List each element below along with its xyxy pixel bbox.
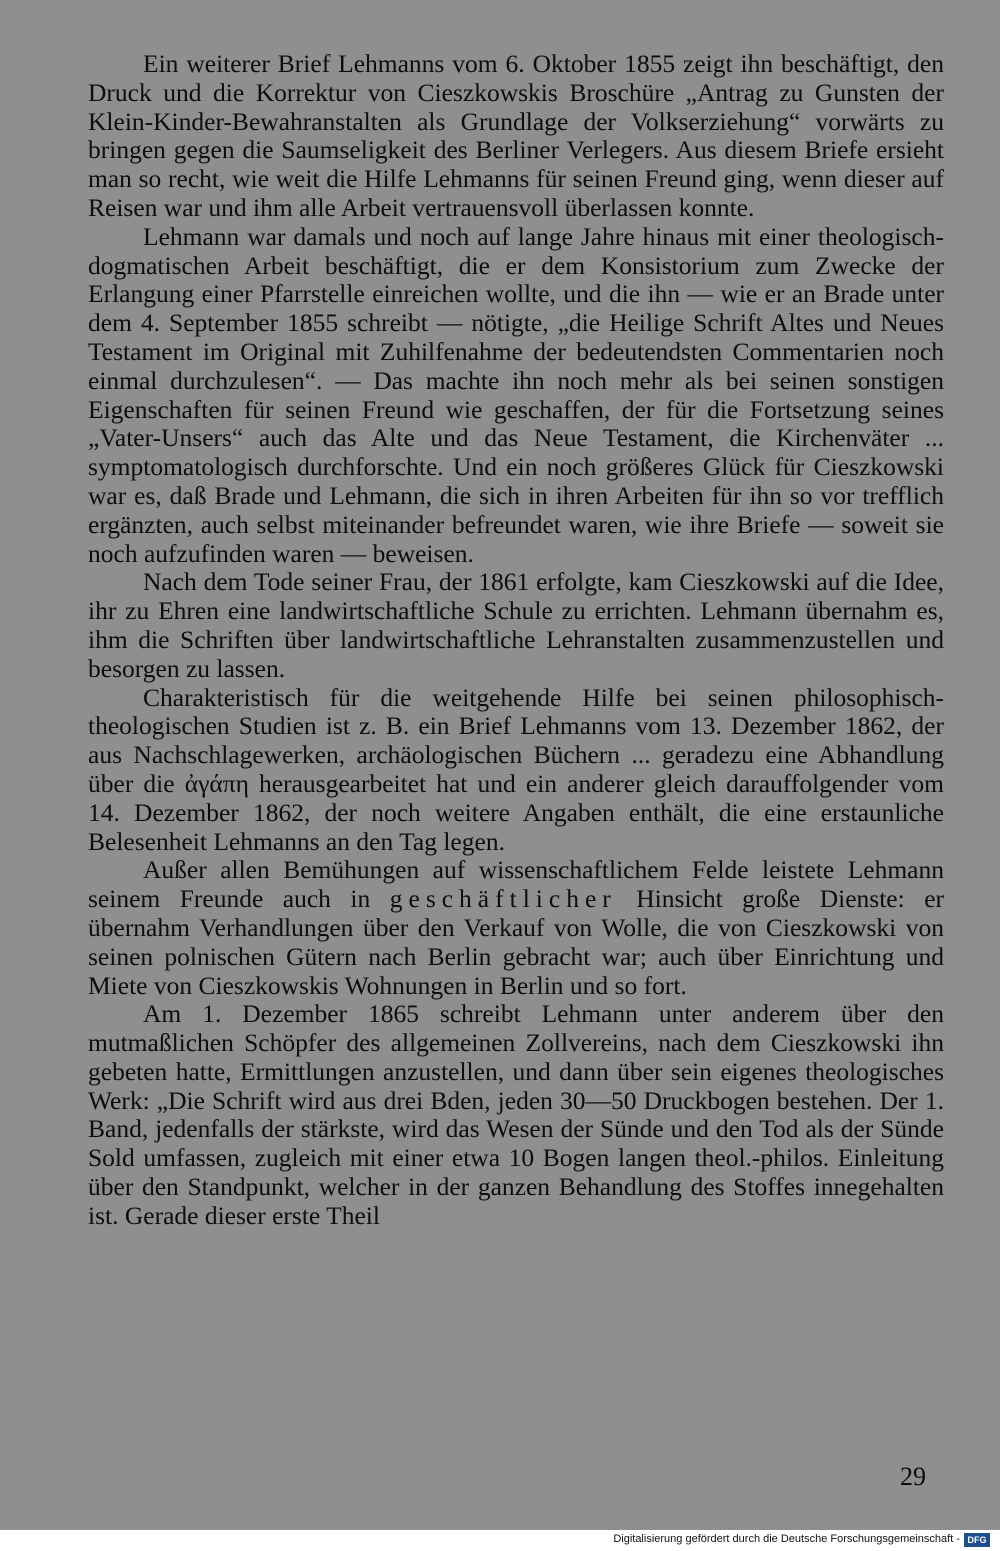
footer-bar	[0, 1530, 1000, 1551]
paragraph-4: Charakteristisch für die weitgehende Hilfe bei seinen philosophisch-theologischen Studien ist z. B. ein Brief Lehmanns vom 13. Dezember 1862, der aus Nachschlagewerken, archäologischen Büchern ... geradezu eine Abhandlung über die ἀγάπη herausgearbeitet hat und ein anderer gleich darauffolgender vom 14. Dezember 1862, der noch weitere Angaben enthält, die eine erstaunliche Belesenheit Lehmanns an den Tag legen.	[88, 682, 944, 856]
paragraph-1: Ein weiterer Brief Lehmanns vom 6. Oktober 1855 zeigt ihn beschäftigt, den Druck und die Korrektur von Cieszkowskis Broschüre „Antrag zu Gunsten der Klein-Kinder-Bewahranstalten als Grundlage der Volkserziehung“ vorwärts zu bringen gegen die Saumseligkeit des Berliner Verlegers. Aus diesem Briefe ersieht man so recht, wie weit die Hilfe Lehmanns für seinen Freund ging, wenn dieser auf Reisen war und ihm alle Arbeit vertrauensvoll überlassen konnte.	[88, 49, 944, 222]
paragraph-5	[88, 856, 944, 1000]
dfg-logo: DFG	[964, 1533, 990, 1547]
paragraph-5-end: Hinsicht große Dienste: er übernahm Verhandlungen über den Verkauf von Wolle, die von Cieszkowski von seinen polnischen Gütern nach Berlin gebracht war; auch über Einrichtung und Miete von Cieszkowskis Wohnungen in Berlin und so fort.	[88, 884, 945, 1000]
page-number: 29	[900, 1462, 926, 1491]
emphasized-word: geschäftlicher	[389, 884, 617, 914]
paragraph-5-start: Außer allen Bemühungen auf wissenschaftlichem Felde leistete Lehmann seinem Freunde auch in	[88, 855, 944, 914]
body-text	[88, 50, 944, 1231]
paragraph-3: Nach dem Tode seiner Frau, der 1861 erfolgte, kam Cieszkowski auf die Idee, ihr zu Ehren eine landwirtschaftliche Schule zu errichten. Lehmann übernahm es, ihm die Schriften über landwirtschaftliche Lehranstalten zusammenzustellen und besorgen zu lassen.	[88, 567, 944, 683]
paragraph-2: Lehmann war damals und noch auf lange Jahre hinaus mit einer theologisch-dogmatischen Arbeit beschäftigt, die er dem Konsistorium zum Zwecke der Erlangung einer Pfarrstelle einreichen wollte, und die ihn — wie er an Brade unter dem 4. September 1855 schreibt — nötigte, „die Heilige Schrift Altes und Neues Testament im Original mit Zuhilfenahme der bedeutendsten Commentarien noch einmal durchzulesen“. — Das machte ihn noch mehr als bei seinen sonstigen Eigenschaften für seinen Freund wie geschaffen, der für die Fortsetzung seines „Vater-Unsers“ auch das Alte und das Neue Testament, die Kirchenväter ... symptomatologisch durchforschte. Und ein noch größeres Glück für Cieszkowski war es, daß Brade und Lehmann, die sich in ihren Arbeiten für ihn so vor trefflich ergänzten, auch selbst miteinander befreundet waren, wie ihre Briefe — soweit sie noch aufzufinden waren — beweisen.	[88, 221, 944, 568]
paragraph-6: Am 1. Dezember 1865 schreibt Lehmann unter anderem über den mutmaßlichen Schöpfer des allgemeinen Zollvereins, nach dem Cieszkowski ihn gebeten hatte, Ermittlungen anzustellen, und dann über sein eigenes theologisches Werk: „Die Schrift wird aus drei Bden, jeden 30—50 Druckbogen bestehen. Der 1. Band, jedenfalls der stärkste, wird das Wesen der Sünde und den Tod als der Sünde Sold umfassen, zugleich mit einer etwa 10 Bogen langen theol.-philos. Einleitung über den Standpunkt, welcher in der ganzen Behandlung des Stoffes innegehalten ist. Gerade dieser erste Theil	[88, 999, 944, 1230]
funding-notice: Digitalisierung gefördert durch die Deutsche Forschungsgemeinschaft -	[613, 1533, 960, 1545]
